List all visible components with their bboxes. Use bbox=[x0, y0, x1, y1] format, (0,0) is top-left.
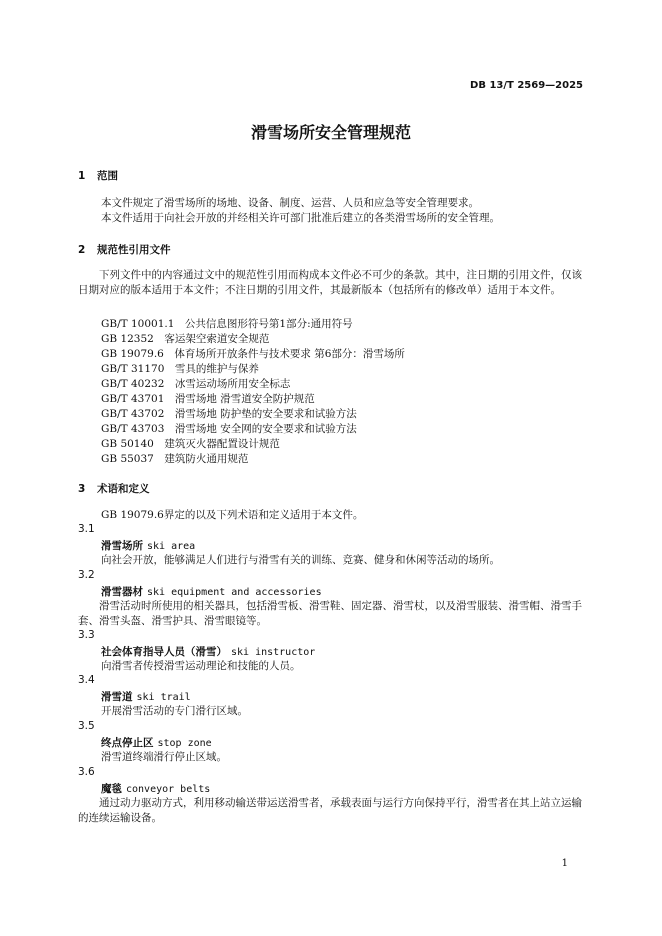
term-heading bbox=[101, 538, 195, 553]
section-1-heading bbox=[78, 168, 118, 183]
term-heading bbox=[101, 689, 191, 704]
term-heading bbox=[101, 644, 315, 659]
reference-item: GB/T 40232 冰雪运动场所用安全标志 bbox=[101, 378, 291, 390]
term-number: 3.1 bbox=[78, 523, 95, 535]
section-3-heading bbox=[78, 481, 150, 496]
reference-item: GB 12352 客运架空索道安全规范 bbox=[101, 333, 270, 345]
reference-item: GB/T 43702 滑雪场地 防护垫的安全要求和试验方法 bbox=[101, 408, 357, 420]
term-name-en: ski trail bbox=[136, 692, 191, 703]
term-heading bbox=[101, 735, 212, 750]
term-heading bbox=[101, 584, 322, 599]
reference-item: GB 55037 建筑防火通用规范 bbox=[101, 453, 249, 465]
section-1-para-1: 本文件规定了滑雪场所的场地、设备、制度、运营、人员和应急等安全管理要求。 bbox=[101, 197, 479, 209]
section-2-heading bbox=[78, 242, 171, 257]
term-name-en: ski area bbox=[147, 541, 196, 552]
section-title: 规范性引用文件 bbox=[97, 244, 171, 256]
section-1-para-2: 本文件适用于向社会开放的并经相关许可部门批准后建立的各类滑雪场所的安全管理。 bbox=[101, 212, 500, 224]
term-number: 3.6 bbox=[78, 766, 95, 778]
term-name-en: ski instructor bbox=[231, 647, 316, 658]
term-number: 3.3 bbox=[78, 629, 95, 641]
term-definition: 向社会开放，能够满足人们进行与滑雪有关的训练、竞赛、健身和休闲等活动的场所。 bbox=[101, 554, 500, 566]
section-2-intro: 下列文件中的内容通过文中的规范性引用而构成本文件必不可少的条款。其中，注日期的引用文件，仅该日期对应的版本适用于本文件；不注日期的引用文件，其最新版本（包括所有的修改单）适用于本文件。 bbox=[78, 269, 582, 296]
term-number: 3.5 bbox=[78, 720, 95, 732]
term-definition: 滑雪活动时所使用的相关器具，包括滑雪板、滑雪鞋、固定器、滑雪杖，以及滑雪服装、滑雪帽、滑雪手套、滑雪头盔、滑雪护具、滑雪眼镜等。 bbox=[78, 600, 582, 627]
term-name-zh: 社会体育指导人员（滑雪） bbox=[101, 646, 227, 658]
term-name-zh: 滑雪场所 bbox=[101, 540, 143, 552]
section-3-intro: GB 19079.6界定的以及下列术语和定义适用于本文件。 bbox=[101, 509, 364, 521]
document-title: 滑雪场所安全管理规范 bbox=[250, 123, 411, 142]
reference-item: GB/T 31170 雪具的维护与保养 bbox=[101, 363, 259, 375]
term-definition: 滑雪道终端滑行停止区域。 bbox=[101, 751, 227, 763]
term-name-zh: 终点停止区 bbox=[101, 737, 154, 749]
term-name-en: stop zone bbox=[157, 738, 212, 749]
standard-code: DB 13/T 2569—2025 bbox=[470, 80, 583, 91]
section-number: 1 bbox=[78, 170, 86, 182]
section-number: 2 bbox=[78, 244, 86, 256]
term-number: 3.4 bbox=[78, 674, 95, 686]
term-definition: 通过动力驱动方式，利用移动输送带运送滑雪者，承载表面与运行方向保持平行，滑雪者在其上站立运输的连续运输设备。 bbox=[78, 797, 582, 824]
section-number: 3 bbox=[78, 483, 86, 495]
page-number: 1 bbox=[561, 858, 568, 869]
reference-item: GB 19079.6 体育场所开放条件与技术要求 第6部分：滑雪场所 bbox=[101, 348, 405, 360]
term-name-en: ski equipment and accessories bbox=[147, 587, 322, 598]
term-heading bbox=[101, 781, 210, 796]
term-name-zh: 滑雪器材 bbox=[101, 586, 143, 598]
term-name-en: conveyor belts bbox=[126, 784, 211, 795]
term-number: 3.2 bbox=[78, 569, 95, 581]
reference-item: GB/T 43703 滑雪场地 安全网的安全要求和试验方法 bbox=[101, 423, 357, 435]
section-title: 范围 bbox=[97, 170, 118, 182]
term-name-zh: 魔毯 bbox=[101, 783, 122, 795]
term-name-zh: 滑雪道 bbox=[101, 691, 133, 703]
reference-item: GB/T 43701 滑雪场地 滑雪道安全防护规范 bbox=[101, 393, 315, 405]
reference-item: GB 50140 建筑灭火器配置设计规范 bbox=[101, 438, 280, 450]
term-definition: 向滑雪者传授滑雪运动理论和技能的人员。 bbox=[101, 660, 301, 672]
section-title: 术语和定义 bbox=[97, 483, 150, 495]
term-definition: 开展滑雪活动的专门滑行区域。 bbox=[101, 705, 248, 717]
reference-item: GB/T 10001.1 公共信息图形符号第1部分:通用符号 bbox=[101, 318, 353, 330]
